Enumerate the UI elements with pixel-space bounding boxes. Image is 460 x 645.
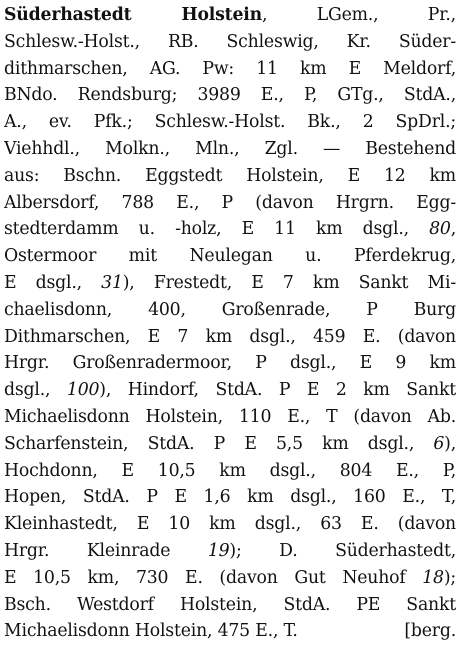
text-line xyxy=(4,56,456,83)
text-line xyxy=(4,404,456,431)
text-line xyxy=(4,163,456,190)
text-run: dsgl., xyxy=(4,380,67,401)
text-line xyxy=(4,136,456,163)
text-line xyxy=(4,618,456,645)
text-run: , xyxy=(450,219,456,240)
text-run: Kleinhastedt, E 10 km dsgl., 63 E. (davon xyxy=(4,514,456,535)
text-line xyxy=(4,2,456,29)
text-run: aus: Bschn. Eggstedt Holstein, E 12 km xyxy=(4,165,456,186)
italic-number: 6 xyxy=(433,433,445,454)
text-line xyxy=(4,324,456,351)
text-run: ), xyxy=(444,433,456,454)
text-line xyxy=(4,458,456,485)
text-run: Schlesw.-Holst., RB. Schleswig, Kr. Süder- xyxy=(4,31,456,52)
text-run: , LGem., Pr., xyxy=(261,5,456,25)
text-run: Michaelisdonn Holstein, 475 E., T. xyxy=(4,621,298,642)
headword: Süderhastedt Holstein xyxy=(4,5,262,25)
text-line xyxy=(4,29,456,56)
text-line xyxy=(4,297,456,324)
text-run: ), Hindorf, StdA. P E 2 km Sankt xyxy=(99,380,456,401)
text-line xyxy=(4,243,456,270)
text-line xyxy=(4,538,456,565)
italic-number: 31 xyxy=(101,272,123,293)
text-line xyxy=(4,350,456,377)
dictionary-entry xyxy=(4,2,456,645)
text-line xyxy=(4,484,456,511)
text-run: chaelisdonn, 400, Großenrade, P Burg xyxy=(4,299,456,320)
text-run: Bsch. Westdorf Holstein, StdA. PE Sankt xyxy=(4,594,456,615)
text-line xyxy=(4,270,456,297)
text-line xyxy=(4,377,456,404)
text-run: Hrgr. Kleinrade xyxy=(4,540,208,561)
text-run: Ostermoor mit Neulegan u. Pferdekrug, xyxy=(4,246,456,267)
text-run: Viehhdl., Molkn., Mln., Zgl. — Bestehend xyxy=(4,138,456,159)
italic-number: 80 xyxy=(429,219,451,240)
text-run: ), Frestedt, E 7 km Sankt Mi- xyxy=(122,272,456,293)
text-run: Albersdorf, 788 E., P (davon Hrgrn. Egg- xyxy=(4,192,456,213)
entry-text xyxy=(4,2,456,645)
text-run: E dsgl., xyxy=(4,272,102,293)
text-run: Hrgr. Großenradermoor, P dsgl., E 9 km xyxy=(4,353,456,374)
italic-number: 18 xyxy=(422,567,444,588)
text-run: ); xyxy=(443,567,456,588)
text-run: A., ev. Pfk.; Schlesw.-Holst. Bk., 2 SpDrl.; xyxy=(4,112,456,133)
catchword: [berg. xyxy=(404,621,456,642)
text-run: Dithmarschen, E 7 km dsgl., 459 E. (davon xyxy=(4,326,456,347)
text-run: E 10,5 km, 730 E. (davon Gut Neuhof xyxy=(4,567,423,588)
text-line xyxy=(4,190,456,217)
text-run: dithmarschen, AG. Pw: 11 km E Meldorf, xyxy=(4,58,456,79)
text-run: Hopen, StdA. P E 1,6 km dsgl., 160 E., T, xyxy=(4,487,456,508)
text-run: stedterdamm u. -holz, E 11 km dsgl., xyxy=(4,219,430,240)
text-run: BNdo. Rendsburg; 3989 E., P, GTg., StdA., xyxy=(4,85,456,106)
text-line xyxy=(4,511,456,538)
text-run: Hochdonn, E 10,5 km dsgl., 804 E., P, xyxy=(4,460,456,481)
text-line xyxy=(4,592,456,619)
italic-number: 19 xyxy=(207,540,230,561)
text-run: Scharfenstein, StdA. P E 5,5 km dsgl., xyxy=(4,433,434,454)
text-line xyxy=(4,109,456,136)
text-run: ); D. Süderhastedt, xyxy=(229,540,456,561)
italic-number: 100 xyxy=(66,380,100,401)
text-run: Michaelisdonn Holstein, 110 E., T (davon Ab. xyxy=(4,406,456,427)
text-line xyxy=(4,216,456,243)
text-line xyxy=(4,431,456,458)
text-line xyxy=(4,82,456,109)
